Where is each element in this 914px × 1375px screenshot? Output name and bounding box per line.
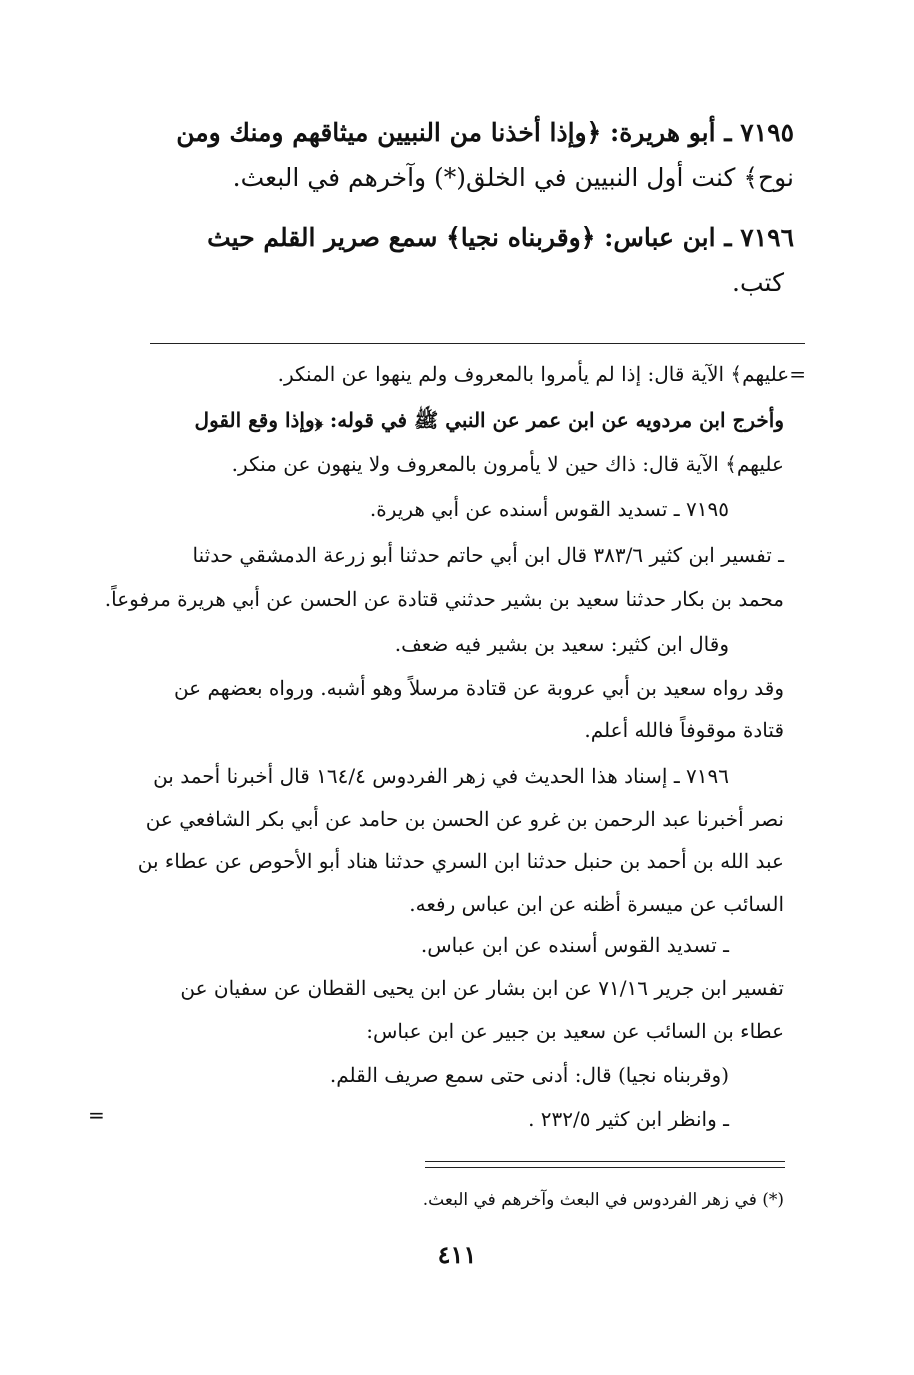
note-line-8: وقد رواه سعيد بن أبي عروبة عن قتادة مرسلاً وهو أشبه. ورواه بعضهم عن (173, 676, 784, 700)
note-line-15: تفسير ابن جرير ٧١/١٦ عن ابن بشار عن ابن يحيى القطان عن سفيان عن (180, 976, 784, 1000)
note-line-3: عليهم﴾ الآية قال: ذاك حين لا يأمرون بالمعروف ولا ينهون عن منكر. (231, 452, 784, 476)
main-line-1: ٧١٩٥ ـ أبو هريرة: ﴿وإذا أخذنا من النبيين ميثاقهم ومنك ومن (176, 118, 794, 147)
continuation-mark: = (88, 1103, 105, 1127)
note-line-1: =عليهم﴾ الآية قال: إذا لم يأمروا بالمعروف ولم ينهوا عن المنكر. (277, 362, 806, 386)
note-line-11: نصر أخبرنا عبد الرحمن بن غرو عن الحسن بن حامد عن أبي بكر الشافعي عن (145, 807, 784, 831)
main-line-2: نوح﴾ كنت أول النبيين في الخلق(*) وآخرهم في البعث. (232, 163, 794, 192)
note-line-7: وقال ابن كثير: سعيد بن بشير فيه ضعف. (394, 632, 729, 656)
notes-separator (150, 343, 805, 344)
note-line-2: وأخرج ابن مردويه عن ابن عمر عن النبي ﷺ في قوله: ﴿وإذا وقع القول (194, 408, 784, 432)
note-line-5: ـ تفسير ابن كثير ٣٨٣/٦ قال ابن أبي حاتم حدثنا أبو زرعة الدمشقي حدثنا (192, 543, 784, 567)
note-line-13: السائب عن ميسرة أظنه عن ابن عباس رفعه. (409, 892, 784, 916)
footnote: (*) في زهر الفردوس في البعث وآخرهم في البعث. (422, 1190, 784, 1210)
note-line-4: ٧١٩٥ ـ تسديد القوس أسنده عن أبي هريرة. (369, 497, 729, 521)
note-line-17: (وقربناه نجيا) قال: أدنى حتى سمع صريف القلم. (329, 1063, 729, 1087)
note-line-16: عطاء بن السائب عن سعيد بن جبير عن ابن عباس: (366, 1019, 784, 1043)
note-line-18: ـ وانظر ابن كثير ٢٣٢/٥ . (528, 1107, 729, 1131)
footnote-rule-bottom (425, 1167, 785, 1168)
note-line-12: عبد الله بن أحمد بن حنبل حدثنا ابن السري حدثنا هناد أبو الأحوص عن عطاء بن (137, 849, 784, 873)
main-line-4: كتب. (732, 268, 784, 297)
footnote-rule-top (425, 1161, 785, 1162)
page-number: ٤١١ (437, 1240, 477, 1269)
note-line-6: محمد بن بكار حدثنا سعيد بن بشير حدثني قتادة عن الحسن عن أبي هريرة مرفوعاً. (104, 587, 784, 611)
note-line-14: ـ تسديد القوس أسنده عن ابن عباس. (420, 933, 729, 957)
main-line-3: ٧١٩٦ ـ ابن عباس: ﴿وقربناه نجيا﴾ سمع صرير القلم حيث (207, 223, 794, 252)
note-line-9: قتادة موقوفاً فالله أعلم. (584, 718, 784, 742)
note-line-10: ٧١٩٦ ـ إسناد هذا الحديث في زهر الفردوس ١٦٤/٤ قال أخبرنا أحمد بن (153, 764, 729, 788)
